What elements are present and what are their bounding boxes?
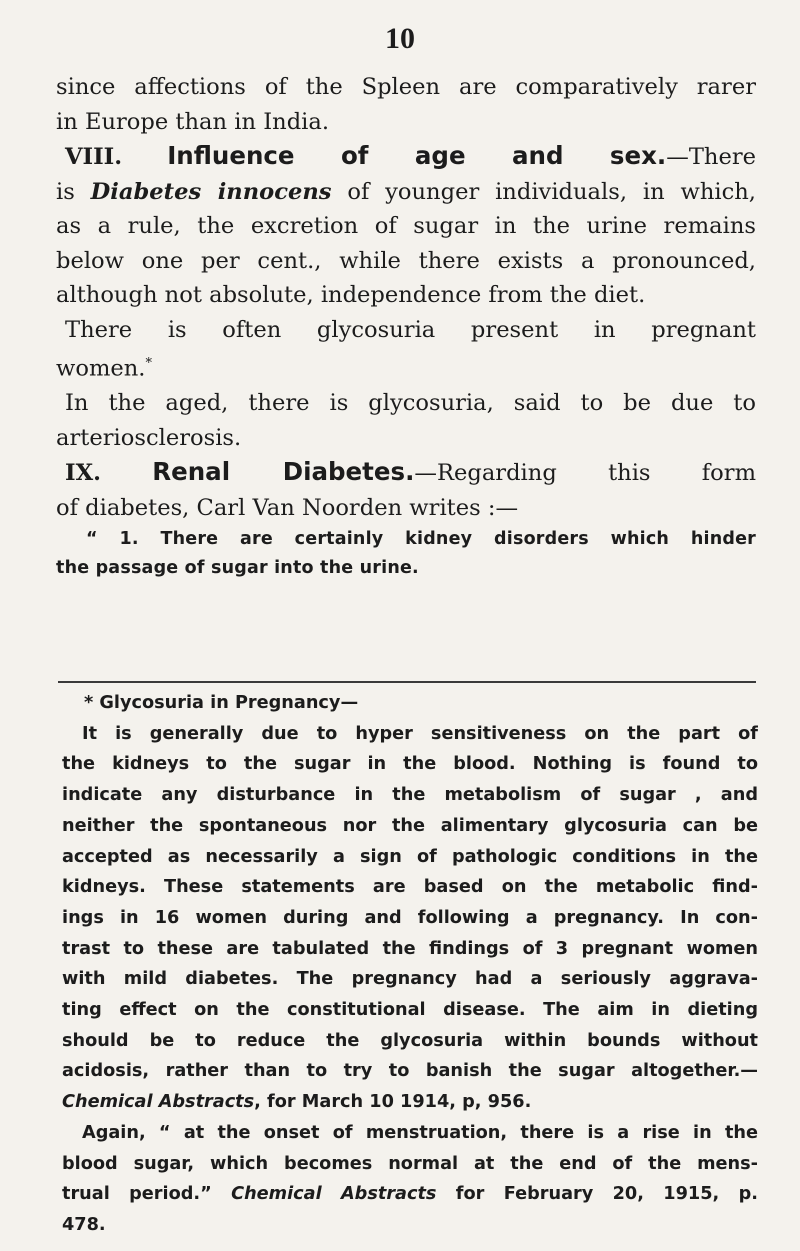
page-number: 10 [385,22,415,55]
footnote-line: blood sugar, which becomes normal at the end of the mens- [62,1153,758,1174]
section-viii-heading [56,139,756,175]
footnote-line: 478. [62,1214,106,1235]
italic-phrase: Diabetes innocens [90,178,332,205]
text-line: below one per cent., while there exists a pronounced, [56,247,756,274]
footnote-line: should be to reduce the glycosuria within bounds without [62,1030,758,1051]
text-fragment: is [56,178,75,205]
citation-source: Chemical Abstracts [62,1092,255,1113]
footnote-line: ings in 16 women during and following a pregnancy. In con- [62,907,758,928]
footnote-line: the kidneys to the sugar in the blood. Nothing is found to [62,754,758,775]
citation-line [62,1087,758,1118]
footnote [62,688,758,1241]
footnote-line: It is generally due to hyper sensitiveness on the part of [82,723,758,744]
text-line: of diabetes, Carl Van Noorden writes :— [56,494,519,521]
section-ix-heading [56,455,756,491]
footnote-line: acidosis, rather than to try to banish the sugar altogether.— [62,1061,758,1082]
text-fragment: of younger individuals, in which, [331,178,756,205]
citation-source: Chemical Abstracts [231,1184,437,1205]
text-line: arteriosclerosis. [56,424,242,451]
footnote-line: kidneys. These statements are based on the metabolic find- [62,877,758,898]
text-fragment: trual period.” [62,1184,212,1205]
text-line: in Europe than in India. [56,108,330,135]
text-line: although not absolute, independence from the diet. [56,282,646,308]
footnote-line: ting effect on the constitutional disease. The aim in dieting [62,1000,758,1021]
section-title: Influence of age and sex. [167,141,667,170]
text-line: In the aged, there is glycosuria, said to be due to [65,390,756,417]
section-lead: —Regarding this form [414,460,756,487]
text-line: as a rule, the excretion of sugar in the urine remains [56,213,756,239]
text-line: There is often glycosuria present in pregnant [65,316,756,343]
text-line [56,347,756,386]
footnote-line: indicate any disturbance in the metabolism of sugar , and [62,785,758,806]
section-lead: —There [666,144,756,170]
section-title: Renal Diabetes. [152,457,415,487]
citation-detail: for February 20, 1915, p. [436,1184,758,1205]
footnote-line: trast to these are tabulated the findings of 3 pregnant women [62,938,758,959]
quote-line: “ 1. There are certainly kidney disorders which hinder [86,529,756,550]
text-fragment: women. [56,355,146,382]
footnote-line: Again, “ at the onset of menstruation, there is a rise in the [82,1122,758,1143]
footnote-line: neither the spontaneous nor the alimentary glycosuria can be [62,815,758,836]
section-number: IX. [65,460,101,487]
quote-line: the passage of sugar into the urine. [56,558,419,579]
footnote-marker: * [145,356,152,371]
section-number: VIII. [65,144,123,170]
text-line [56,175,756,210]
footnote-line: with mild diabetes. The pregnancy had a seriously aggrava- [62,969,758,990]
footnote-title: * Glycosuria in Pregnancy— [84,693,359,713]
footnote-line: accepted as necessarily a sign of pathologic conditions in the [62,846,758,867]
main-text [56,70,756,583]
citation-detail: , for March 10 1914, p, 956. [254,1092,532,1113]
footnote-divider [58,681,756,683]
citation-line [62,1179,758,1210]
text-line: since affections of the Spleen are comparatively rarer [56,74,756,100]
